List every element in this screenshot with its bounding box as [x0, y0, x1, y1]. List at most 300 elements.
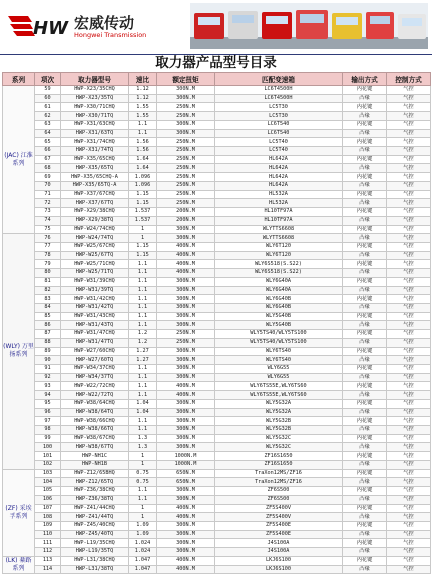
- output-type-cell: 凸缘: [343, 356, 387, 365]
- output-type-cell: 凸缘: [343, 530, 387, 539]
- output-type-cell: 凸缘: [343, 129, 387, 138]
- col-header-model: 取力器型号: [61, 73, 129, 86]
- gearbox-cell: WLY5G32C: [215, 434, 343, 443]
- output-type-cell: 内花键: [343, 295, 387, 304]
- model-cell: HWP-W27/60TQ: [61, 356, 129, 365]
- table-body: [3, 86, 431, 574]
- output-type-cell: 凸缘: [343, 408, 387, 417]
- model-cell: HWP-X37/67CHQ: [61, 190, 129, 199]
- model-cell: HWP-Z12/65BHQ: [61, 469, 129, 478]
- model-cell: HWP-X31/63TQ: [61, 129, 129, 138]
- model-cell: HWP-X35/65CHQ-A: [61, 173, 129, 182]
- item-no-cell: 111: [35, 539, 61, 548]
- output-type-cell: 凸缘: [343, 391, 387, 400]
- brand-name-en: Hongwei Transmission: [74, 31, 147, 39]
- item-no-cell: 75: [35, 225, 61, 234]
- control-type-cell: 气控: [387, 521, 431, 530]
- control-type-cell: 气控: [387, 208, 431, 217]
- table-row: [3, 173, 431, 182]
- ratio-cell: 1.09: [129, 521, 157, 530]
- item-no-cell: 83: [35, 295, 61, 304]
- torque-cell: 250N.M: [157, 164, 215, 173]
- gearbox-cell: LC5T40: [215, 147, 343, 156]
- torque-cell: 250N.M: [157, 190, 215, 199]
- table-row: [3, 548, 431, 557]
- gearbox-cell: ZF5S400E: [215, 530, 343, 539]
- gearbox-cell: WLY6T120: [215, 242, 343, 251]
- col-header-ratio: 速比: [129, 73, 157, 86]
- ratio-cell: 1.04: [129, 408, 157, 417]
- table-row: [3, 112, 431, 121]
- model-cell: HWP-W25/67TQ: [61, 251, 129, 260]
- output-type-cell: 内花键: [343, 487, 387, 496]
- item-no-cell: 74: [35, 216, 61, 225]
- control-type-cell: 气控: [387, 155, 431, 164]
- control-type-cell: 气控: [387, 426, 431, 435]
- torque-cell: 650N.M: [157, 469, 215, 478]
- gearbox-cell: WLY6S518(S.S22): [215, 269, 343, 278]
- gearbox-cell: LC6T540: [215, 129, 343, 138]
- torque-cell: 300N.M: [157, 129, 215, 138]
- model-cell: HWP-W34/37TQ: [61, 373, 129, 382]
- item-no-cell: 65: [35, 138, 61, 147]
- output-type-cell: 凸缘: [343, 513, 387, 522]
- control-type-cell: 气控: [387, 452, 431, 461]
- table-row: [3, 312, 431, 321]
- torque-cell: 300N.M: [157, 434, 215, 443]
- ratio-cell: 1: [129, 452, 157, 461]
- table-row: [3, 199, 431, 208]
- gearbox-cell: WLY5G32B: [215, 417, 343, 426]
- hw-wing-logo: [8, 10, 70, 42]
- output-type-cell: 凸缘: [343, 373, 387, 382]
- item-no-cell: 85: [35, 312, 61, 321]
- output-type-cell: 凸缘: [343, 478, 387, 487]
- model-cell: HWP-W34/37CHQ: [61, 365, 129, 374]
- gearbox-cell: WLY5G40B: [215, 312, 343, 321]
- control-type-cell: 气控: [387, 251, 431, 260]
- output-type-cell: 凸缘: [343, 199, 387, 208]
- torque-cell: 300N.M: [157, 94, 215, 103]
- table-row: [3, 242, 431, 251]
- output-type-cell: 凸缘: [343, 303, 387, 312]
- table-row: [3, 530, 431, 539]
- table-row: [3, 321, 431, 330]
- output-type-cell: 凸缘: [343, 286, 387, 295]
- item-no-cell: 73: [35, 208, 61, 217]
- gearbox-cell: HL532A: [215, 199, 343, 208]
- gearbox-cell: WLY6G40A: [215, 277, 343, 286]
- control-type-cell: 气控: [387, 164, 431, 173]
- gearbox-cell: WLY6G40B: [215, 303, 343, 312]
- model-cell: HWP-Z12/65TQ: [61, 478, 129, 487]
- control-type-cell: 气控: [387, 225, 431, 234]
- table-row: [3, 469, 431, 478]
- table-row: [3, 365, 431, 374]
- gearbox-cell: LC6T4500H: [215, 94, 343, 103]
- control-type-cell: 气控: [387, 399, 431, 408]
- torque-cell: 1000N.M: [157, 460, 215, 469]
- torque-cell: 400N.M: [157, 391, 215, 400]
- model-cell: HWP-W25/71TQ: [61, 269, 129, 278]
- item-no-cell: 96: [35, 408, 61, 417]
- output-type-cell: 凸缘: [343, 269, 387, 278]
- output-type-cell: 内花键: [343, 556, 387, 565]
- torque-cell: 300N.M: [157, 417, 215, 426]
- torque-cell: 300N.M: [157, 495, 215, 504]
- model-cell: HWP-L31/38CHQ: [61, 556, 129, 565]
- control-type-cell: 气控: [387, 443, 431, 452]
- output-type-cell: 内花键: [343, 504, 387, 513]
- model-cell: HWP-W31/43CHQ: [61, 312, 129, 321]
- item-no-cell: 69: [35, 173, 61, 182]
- output-type-cell: 内花键: [343, 347, 387, 356]
- item-no-cell: 66: [35, 147, 61, 156]
- model-cell: HWP-W25/67CHQ: [61, 242, 129, 251]
- series-label: (WLY) 万里扬系列: [3, 234, 35, 469]
- model-cell: HWP-Z45/40TQ: [61, 530, 129, 539]
- ratio-cell: 1.64: [129, 155, 157, 164]
- model-cell: HWP-X35/65CHQ: [61, 155, 129, 164]
- control-type-cell: 气控: [387, 408, 431, 417]
- control-type-cell: 气控: [387, 530, 431, 539]
- torque-cell: 300N.M: [157, 408, 215, 417]
- ratio-cell: 1.3: [129, 434, 157, 443]
- table-row: [3, 513, 431, 522]
- torque-cell: 300N.M: [157, 373, 215, 382]
- output-type-cell: 凸缘: [343, 216, 387, 225]
- torque-cell: 250N.M: [157, 173, 215, 182]
- item-no-cell: 101: [35, 452, 61, 461]
- gearbox-cell: TraXon12MS/ZF16: [215, 469, 343, 478]
- ratio-cell: 1.27: [129, 347, 157, 356]
- torque-cell: 300N.M: [157, 303, 215, 312]
- control-type-cell: 气控: [387, 234, 431, 243]
- gearbox-cell: J4S100A: [215, 548, 343, 557]
- control-type-cell: 气控: [387, 120, 431, 129]
- control-type-cell: 气控: [387, 565, 431, 574]
- item-no-cell: 76: [35, 234, 61, 243]
- item-no-cell: 89: [35, 347, 61, 356]
- output-type-cell: 内花键: [343, 208, 387, 217]
- ratio-cell: 1.15: [129, 251, 157, 260]
- torque-cell: 300N.M: [157, 347, 215, 356]
- model-cell: HWP-W31/42TQ: [61, 303, 129, 312]
- item-no-cell: 60: [35, 94, 61, 103]
- output-type-cell: 内花键: [343, 539, 387, 548]
- torque-cell: 250N.M: [157, 181, 215, 190]
- ratio-cell: 0.75: [129, 469, 157, 478]
- gearbox-cell: HL10TF97A: [215, 216, 343, 225]
- item-no-cell: 98: [35, 426, 61, 435]
- model-cell: HWP-Z41/44TQ: [61, 513, 129, 522]
- ratio-cell: 1.047: [129, 565, 157, 574]
- model-cell: HWP-X23/35TQ: [61, 94, 129, 103]
- control-type-cell: 气控: [387, 434, 431, 443]
- table-row: [3, 556, 431, 565]
- ratio-cell: 1.1: [129, 382, 157, 391]
- gearbox-cell: WLY6G40B: [215, 295, 343, 304]
- ratio-cell: 1.096: [129, 181, 157, 190]
- ratio-cell: 1.04: [129, 399, 157, 408]
- table-row: [3, 495, 431, 504]
- table-row: [3, 452, 431, 461]
- torque-cell: 300N.M: [157, 86, 215, 95]
- item-no-cell: 102: [35, 460, 61, 469]
- table-row: [3, 216, 431, 225]
- page-title: 取力器产品型号目录: [0, 55, 432, 72]
- ratio-cell: 1.096: [129, 173, 157, 182]
- model-cell: HWP-W38/66TQ: [61, 426, 129, 435]
- gearbox-cell: TraXon12MS/ZF16: [215, 478, 343, 487]
- model-cell: HWP-Z45/40CHQ: [61, 521, 129, 530]
- item-no-cell: 112: [35, 548, 61, 557]
- torque-cell: 250N.M: [157, 112, 215, 121]
- control-type-cell: 气控: [387, 539, 431, 548]
- item-no-cell: 86: [35, 321, 61, 330]
- item-no-cell: 68: [35, 164, 61, 173]
- table-row: [3, 181, 431, 190]
- series-label: (JAC) 江淮系列: [3, 86, 35, 234]
- table-row: [3, 347, 431, 356]
- item-no-cell: 100: [35, 443, 61, 452]
- torque-cell: 300N.M: [157, 234, 215, 243]
- gearbox-cell: WLY6S518(S.S22): [215, 260, 343, 269]
- ratio-cell: 1.1: [129, 487, 157, 496]
- control-type-cell: 气控: [387, 330, 431, 339]
- control-type-cell: 气控: [387, 373, 431, 382]
- ratio-cell: 1.1: [129, 129, 157, 138]
- control-type-cell: 气控: [387, 286, 431, 295]
- ratio-cell: 1.1: [129, 312, 157, 321]
- gearbox-cell: ZF6S500: [215, 495, 343, 504]
- table-row: [3, 539, 431, 548]
- output-type-cell: 内花键: [343, 242, 387, 251]
- torque-cell: 300N.M: [157, 530, 215, 539]
- item-no-cell: 93: [35, 382, 61, 391]
- gearbox-cell: LC6T4500H: [215, 86, 343, 95]
- gearbox-cell: J4S100A: [215, 539, 343, 548]
- torque-cell: 250N.M: [157, 147, 215, 156]
- table-row: [3, 225, 431, 234]
- ratio-cell: 0.75: [129, 478, 157, 487]
- truck-fleet-image: [190, 3, 428, 49]
- model-cell: HWP-X31/74CHQ: [61, 138, 129, 147]
- control-type-cell: 气控: [387, 548, 431, 557]
- ratio-cell: 1.55: [129, 112, 157, 121]
- table-row: [3, 330, 431, 339]
- torque-cell: 300N.M: [157, 539, 215, 548]
- control-type-cell: 气控: [387, 382, 431, 391]
- model-cell: HWP-W31/42CHQ: [61, 295, 129, 304]
- control-type-cell: 气控: [387, 129, 431, 138]
- output-type-cell: 内花键: [343, 365, 387, 374]
- model-cell: HWP-X30/71TQ: [61, 112, 129, 121]
- gearbox-cell: LC5T40: [215, 138, 343, 147]
- gearbox-cell: ZF5S400V: [215, 504, 343, 513]
- table-row: [3, 234, 431, 243]
- model-cell: HWP-W25/71CHQ: [61, 260, 129, 269]
- model-cell: HWP-W24/74CHQ: [61, 225, 129, 234]
- gearbox-cell: ZF16S1650: [215, 452, 343, 461]
- output-type-cell: 内花键: [343, 138, 387, 147]
- gearbox-cell: ZF5S400V: [215, 513, 343, 522]
- table-row: [3, 338, 431, 347]
- output-type-cell: 凸缘: [343, 147, 387, 156]
- item-no-cell: 70: [35, 181, 61, 190]
- model-cell: HWP-W31/47CHQ: [61, 330, 129, 339]
- table-header-row: [3, 73, 431, 86]
- ratio-cell: 1.537: [129, 208, 157, 217]
- table-row: [3, 303, 431, 312]
- gearbox-cell: WLY6G40A: [215, 286, 343, 295]
- output-type-cell: 凸缘: [343, 495, 387, 504]
- ratio-cell: 1.15: [129, 199, 157, 208]
- control-type-cell: 气控: [387, 338, 431, 347]
- gearbox-cell: WLY6TS55E,WLY6TS60: [215, 382, 343, 391]
- model-cell: HWP-L31/38TQ: [61, 565, 129, 574]
- item-no-cell: 104: [35, 478, 61, 487]
- gearbox-cell: ZF16S1650: [215, 460, 343, 469]
- output-type-cell: 内花键: [343, 469, 387, 478]
- ratio-cell: 1.64: [129, 164, 157, 173]
- control-type-cell: 气控: [387, 269, 431, 278]
- item-no-cell: 99: [35, 434, 61, 443]
- gearbox-cell: WLYTTS6608: [215, 234, 343, 243]
- item-no-cell: 78: [35, 251, 61, 260]
- model-cell: HWP-Z36/38TQ: [61, 495, 129, 504]
- table-row: [3, 103, 431, 112]
- item-no-cell: 109: [35, 521, 61, 530]
- ratio-cell: 1.56: [129, 138, 157, 147]
- torque-cell: 250N.M: [157, 330, 215, 339]
- gearbox-cell: HL642A: [215, 173, 343, 182]
- item-no-cell: 97: [35, 417, 61, 426]
- torque-cell: 400N.M: [157, 504, 215, 513]
- item-no-cell: 92: [35, 373, 61, 382]
- ratio-cell: 1.1: [129, 295, 157, 304]
- table-row: [3, 147, 431, 156]
- table-row: [3, 487, 431, 496]
- torque-cell: 400N.M: [157, 260, 215, 269]
- output-type-cell: 凸缘: [343, 234, 387, 243]
- model-cell: HWP-W38/67CHQ: [61, 434, 129, 443]
- gearbox-cell: WLY5G32C: [215, 443, 343, 452]
- model-cell: HWP-X35/65TQ: [61, 164, 129, 173]
- torque-cell: 400N.M: [157, 565, 215, 574]
- model-cell: HWP-W24/74TQ: [61, 234, 129, 243]
- control-type-cell: 气控: [387, 513, 431, 522]
- control-type-cell: 气控: [387, 321, 431, 330]
- item-no-cell: 59: [35, 86, 61, 95]
- model-cell: HWP-W31/39TQ: [61, 286, 129, 295]
- model-cell: HWP-X23/35CHQ: [61, 86, 129, 95]
- series-label: (ZF) 采埃孚系列: [3, 469, 35, 556]
- table-row: [3, 190, 431, 199]
- torque-cell: 400N.M: [157, 513, 215, 522]
- output-type-cell: 内花键: [343, 417, 387, 426]
- table-row: [3, 120, 431, 129]
- control-type-cell: 气控: [387, 181, 431, 190]
- model-cell: HWP-W22/72TQ: [61, 391, 129, 400]
- torque-cell: 250N.M: [157, 103, 215, 112]
- gearbox-cell: WLY5G40B: [215, 321, 343, 330]
- output-type-cell: 内花键: [343, 155, 387, 164]
- torque-cell: 250N.M: [157, 155, 215, 164]
- torque-cell: 300N.M: [157, 356, 215, 365]
- torque-cell: 250N.M: [157, 338, 215, 347]
- gearbox-cell: WLY6TS55E,WLY6TS60: [215, 391, 343, 400]
- output-type-cell: 凸缘: [343, 112, 387, 121]
- torque-cell: 300N.M: [157, 548, 215, 557]
- model-cell: HWP-NH1C: [61, 452, 129, 461]
- brand-name: 宏威传动: [74, 14, 135, 32]
- control-type-cell: 气控: [387, 365, 431, 374]
- item-no-cell: 88: [35, 338, 61, 347]
- gearbox-cell: WLY5TS40/WLY5TS100: [215, 330, 343, 339]
- torque-cell: 400N.M: [157, 242, 215, 251]
- col-header-output: 输出方式: [343, 73, 387, 86]
- model-cell: HWP-X30/71CHQ: [61, 103, 129, 112]
- model-cell: HWP-W38/67TQ: [61, 443, 129, 452]
- gearbox-cell: HL10TF97A: [215, 208, 343, 217]
- gearbox-cell: ZF6S500: [215, 487, 343, 496]
- item-no-cell: 113: [35, 556, 61, 565]
- control-type-cell: 气控: [387, 86, 431, 95]
- torque-cell: 250N.M: [157, 199, 215, 208]
- item-no-cell: 77: [35, 242, 61, 251]
- control-type-cell: 气控: [387, 138, 431, 147]
- item-no-cell: 72: [35, 199, 61, 208]
- ratio-cell: 1.1: [129, 495, 157, 504]
- model-cell: HWP-X35/65TQ-A: [61, 181, 129, 190]
- ratio-cell: 1.12: [129, 94, 157, 103]
- ratio-cell: 1.1: [129, 303, 157, 312]
- item-no-cell: 79: [35, 260, 61, 269]
- torque-cell: 300N.M: [157, 321, 215, 330]
- output-type-cell: 内花键: [343, 260, 387, 269]
- control-type-cell: 气控: [387, 312, 431, 321]
- control-type-cell: 气控: [387, 295, 431, 304]
- model-cell: HWP-L19/35TQ: [61, 548, 129, 557]
- table-row: [3, 382, 431, 391]
- control-type-cell: 气控: [387, 199, 431, 208]
- table-row: [3, 269, 431, 278]
- ratio-cell: 1.1: [129, 120, 157, 129]
- item-no-cell: 87: [35, 330, 61, 339]
- torque-cell: 300N.M: [157, 426, 215, 435]
- item-no-cell: 80: [35, 269, 61, 278]
- table-row: [3, 417, 431, 426]
- table-row: [3, 373, 431, 382]
- table-row: [3, 164, 431, 173]
- gearbox-cell: WLYTTS6608: [215, 225, 343, 234]
- model-cell: HWP-W38/64TQ: [61, 408, 129, 417]
- control-type-cell: 气控: [387, 103, 431, 112]
- ratio-cell: 1: [129, 225, 157, 234]
- table-row: [3, 408, 431, 417]
- ratio-cell: 1.27: [129, 356, 157, 365]
- torque-cell: 300N.M: [157, 443, 215, 452]
- model-cell: HWP-Z41/44CHQ: [61, 504, 129, 513]
- output-type-cell: 凸缘: [343, 443, 387, 452]
- control-type-cell: 气控: [387, 417, 431, 426]
- item-no-cell: 71: [35, 190, 61, 199]
- table-row: [3, 138, 431, 147]
- model-cell: HWP-NH1B: [61, 460, 129, 469]
- control-type-cell: 气控: [387, 216, 431, 225]
- ratio-cell: 1: [129, 504, 157, 513]
